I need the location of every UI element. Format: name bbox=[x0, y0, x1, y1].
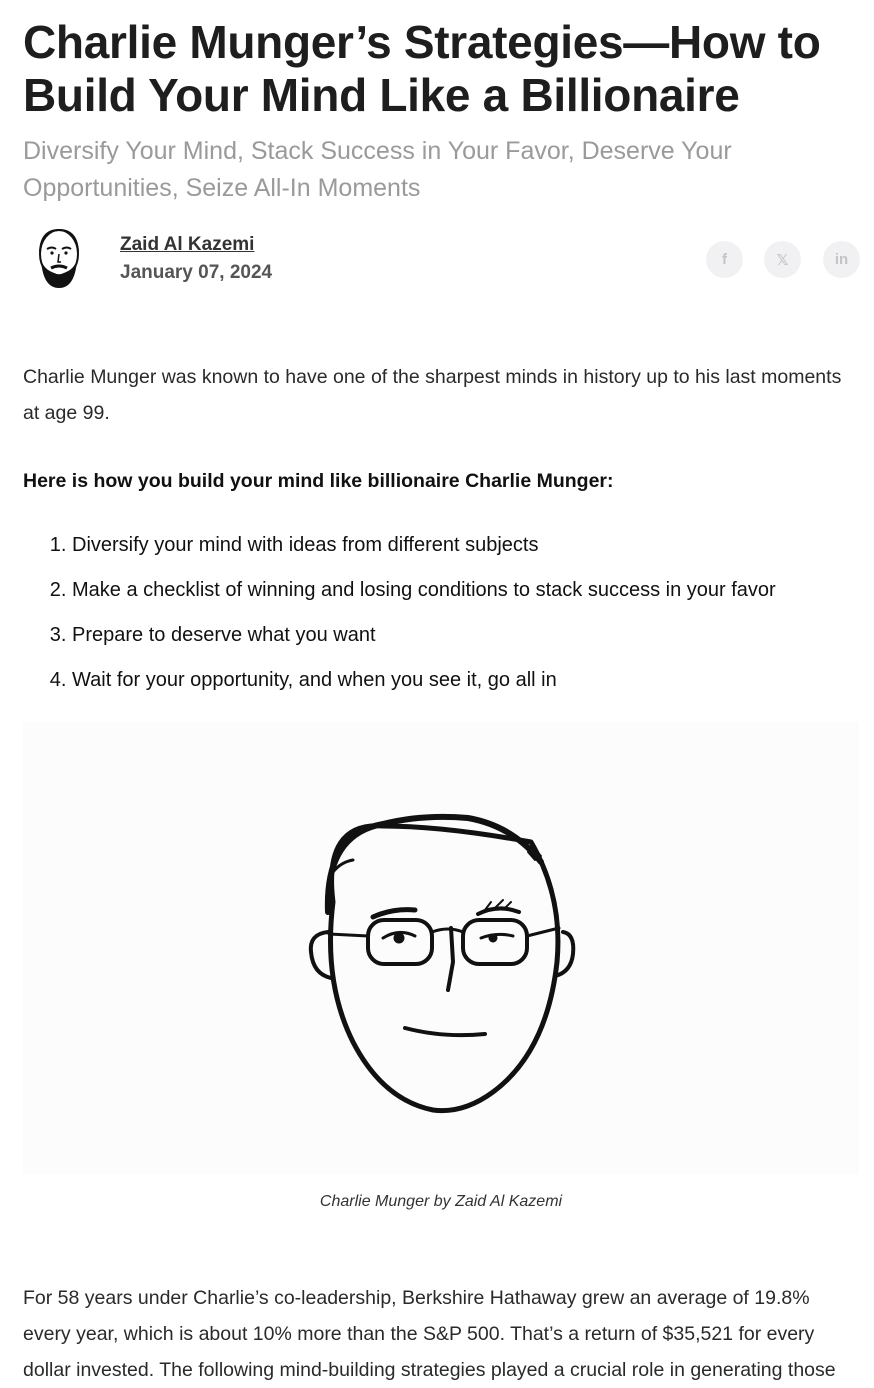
share-linkedin-button[interactable] bbox=[823, 241, 860, 278]
article-title: Charlie Munger’s Strategies—How to Build Your Mind Like a Billionaire bbox=[23, 16, 821, 121]
list-item: 1. Diversify your mind with ideas from different subjects bbox=[72, 527, 872, 572]
author-row bbox=[23, 226, 859, 292]
list-item: 4. Wait for your opportunity, and when you see it, go all in bbox=[72, 662, 872, 707]
facebook-icon: f bbox=[722, 251, 727, 268]
list-heading: Here is how you build your mind like billionaire Charlie Munger: bbox=[23, 470, 614, 492]
linkedin-icon: in bbox=[834, 251, 849, 268]
list-item: 3. Prepare to deserve what you want bbox=[72, 617, 872, 662]
share-facebook-button[interactable] bbox=[706, 241, 743, 278]
munger-portrait-drawing bbox=[23, 722, 859, 1174]
article-subtitle: Diversify Your Mind, Stack Success in Your Favor, Deserve Your Opportunities, Seize All-In Moments bbox=[23, 137, 732, 202]
strategy-list bbox=[23, 527, 872, 707]
author-name-link[interactable]: Zaid Al Kazemi bbox=[120, 234, 255, 255]
share-x-button[interactable] bbox=[764, 241, 801, 278]
x-icon: 𝕏 bbox=[776, 251, 789, 269]
post-date: January 07, 2024 bbox=[120, 262, 273, 283]
intro-paragraph: Charlie Munger was known to have one of the sharpest minds in history up to his last moments at age 99. bbox=[23, 366, 842, 424]
figure-caption: Charlie Munger by Zaid Al Kazemi bbox=[319, 1193, 563, 1210]
body-paragraph: For 58 years under Charlie’s co-leadership, Berkshire Hathaway grew an average of 19.8% every year, which is about 10% more than the S&P 500. That’s a return of $35,521 for every dollar invested. The following mind-building strategies played a crucial role in generating those bbox=[23, 1287, 836, 1381]
munger-illustration bbox=[23, 722, 859, 1174]
list-item: 2. Make a checklist of winning and losing conditions to stack success in your favor bbox=[72, 572, 872, 617]
author-avatar[interactable] bbox=[31, 226, 87, 292]
